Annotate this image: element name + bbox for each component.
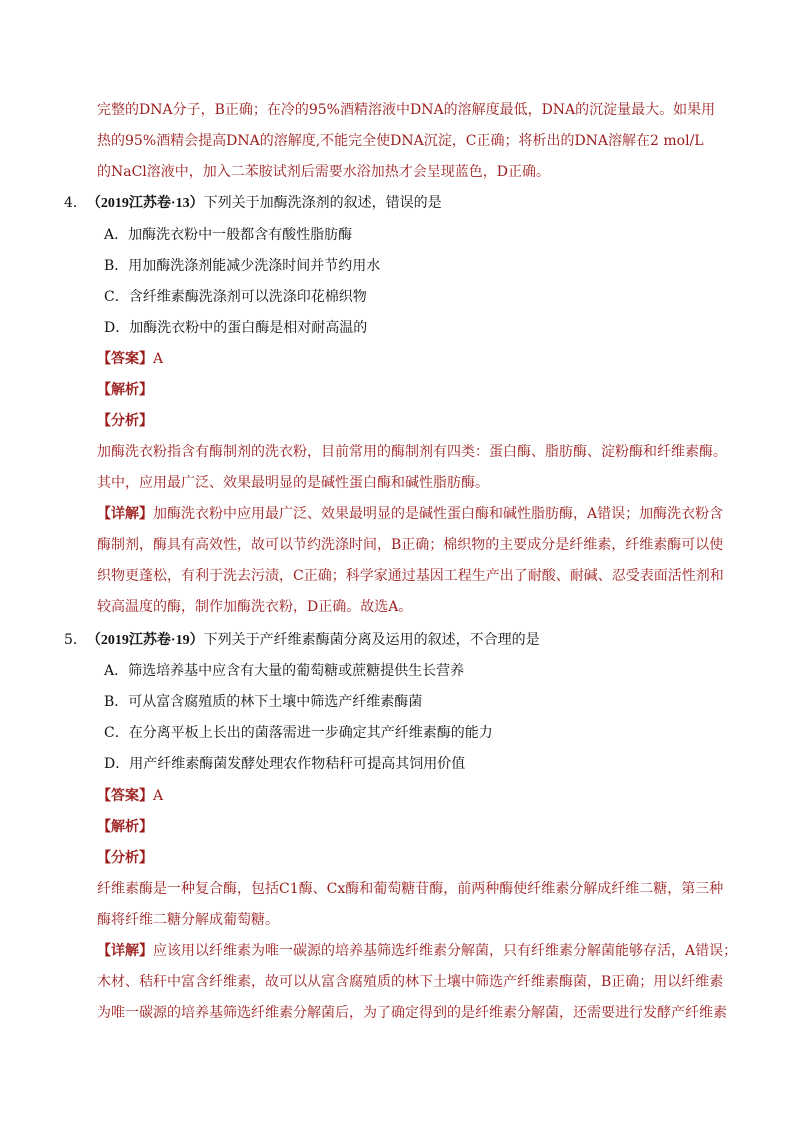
q5-fenxi-line-1: 纤维素酶是一种复合酶，包括C1酶、Cx酶和葡萄糖苷酶，前两种酶使纤维素分解成纤维二糖，第三种 [97,881,724,897]
q4-detail-line-2: 酶制剂，酶具有高效性，故可以节约洗涤时间，B正确；棉织物的主要成分是纤维素，纤维素酶可以使 [97,537,724,553]
q5-option-b: B．可从富含腐殖质的林下土壤中筛选产纤维素酶菌 [104,694,423,710]
q4-fenxi-line-2: 其中，应用最广泛、效果最明显的是碱性蛋白酶和碱性脂肪酶。 [97,475,489,491]
answer-value: A [153,788,164,804]
q4-option-b: B．用加酶洗涤剂能减少洗涤时间并节约用水 [104,258,381,274]
q4-answer-line [97,349,163,369]
question-5-stem-line [64,630,540,650]
detail-tag: 【详解】 [97,943,153,959]
intro-line-3: 的NaCl溶液中，加入二苯胺试剂后需要水浴加热才会呈现蓝色，D正确。 [97,164,551,180]
answer-tag: 【答案】 [97,351,153,367]
question-4-stem-line [64,193,442,213]
q5-detail-line-2: 木材、秸秆中富含纤维素，故可以从富含腐殖质的林下土壤中筛选产纤维素酶菌，B正确；用以纤维素 [97,974,724,990]
q4-option-c: C．含纤维素酶洗涤剂可以洗涤印花棉织物 [104,289,367,305]
q4-option-a: A．加酶洗衣粉中一般都含有酸性脂肪酶 [104,227,353,243]
q4-detail-line-3: 织物更蓬松，有利于洗去污渍，C正确；科学家通过基因工程生产出了耐酸、耐碱、忍受表面活性剂和 [97,568,724,584]
q5-detail-line-3: 为唯一碳源的培养基筛选纤维素分解菌后，为了确定得到的是纤维素分解菌，还需要进行发酵产纤维素 [97,1005,727,1021]
q4-analysis-tag: 【解析】 [97,382,153,398]
q5-answer-line [97,786,163,806]
question-stem: 下列关于产纤维素酶菌分离及运用的叙述，不合理的是 [203,632,540,648]
question-source: （2019江苏卷·19） [86,633,204,648]
q5-fenxi-tag: 【分析】 [97,850,153,866]
detail-text: 应该用以纤维素为唯一碳源的培养基筛选纤维素分解菌，只有纤维素分解菌能够存活，A错误； [153,943,738,959]
question-number: 5． [64,632,87,648]
q4-option-d: D．加酶洗衣粉中的蛋白酶是相对耐高温的 [104,320,368,336]
intro-line-1: 完整的DNA分子，B正确；在冷的95%酒精溶液中DNA的溶解度最低，DNA的沉淀量最大。如果用 [97,102,716,118]
detail-tag: 【详解】 [97,506,153,522]
intro-line-2: 热的95%酒精会提高DNA的溶解度,不能完全使DNA沉淀，C正确；将析出的DNA溶解在2 mol/L [97,133,704,149]
answer-value: A [153,351,164,367]
question-source: （2019江苏卷·13） [86,196,204,211]
q4-detail-line-1 [97,504,723,524]
q5-option-d: D．用产纤维素酶菌发酵处理农作物秸秆可提高其饲用价值 [104,756,466,772]
question-stem: 下列关于加酶洗涤剂的叙述，错误的是 [203,195,442,211]
q5-analysis-tag: 【解析】 [97,819,153,835]
q5-option-a: A．筛选培养基中应含有大量的葡萄糖或蔗糖提供生长营养 [104,663,465,679]
answer-tag: 【答案】 [97,788,153,804]
q5-detail-line-1 [97,941,737,961]
question-number: 4． [64,195,87,211]
q4-fenxi-line-1: 加酶洗衣粉指含有酶制剂的洗衣粉，目前常用的酶制剂有四类：蛋白酶、脂肪酶、淀粉酶和纤维素酶。 [97,444,727,460]
q4-fenxi-tag: 【分析】 [97,413,153,429]
detail-text: 加酶洗衣粉中应用最广泛、效果最明显的是碱性蛋白酶和碱性脂肪酶，A错误；加酶洗衣粉含 [153,506,724,522]
q4-detail-line-4: 较高温度的酶，制作加酶洗衣粉，D正确。故选A。 [97,599,413,615]
q5-option-c: C．在分离平板上长出的菌落需进一步确定其产纤维素酶的能力 [104,725,493,741]
q5-fenxi-line-2: 酶将纤维二糖分解成葡萄糖。 [97,912,279,928]
